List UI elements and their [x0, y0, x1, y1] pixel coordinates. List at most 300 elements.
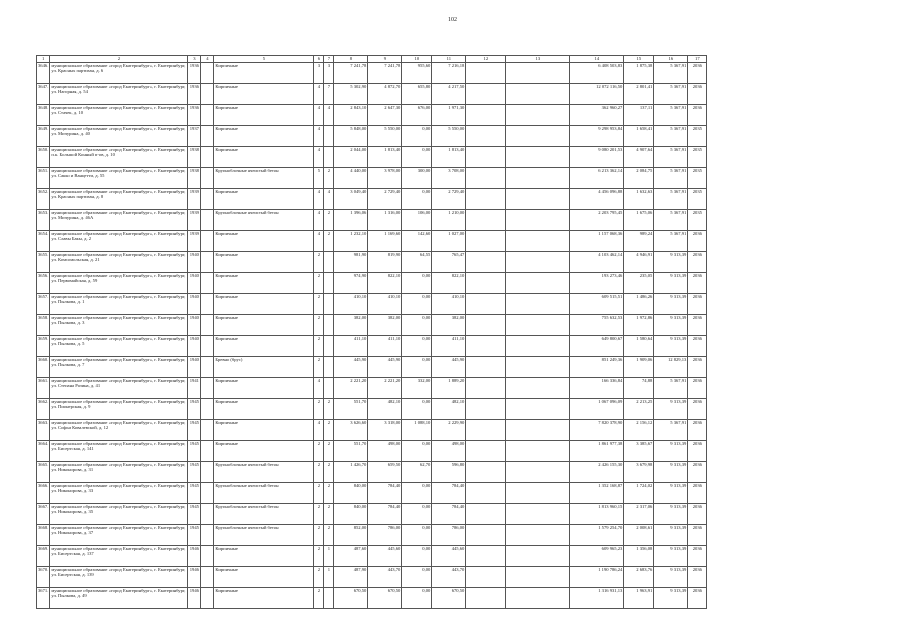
table-cell: 2036 — [688, 105, 707, 126]
table-cell: 3665. — [37, 462, 50, 483]
table-cell: 3671. — [37, 588, 50, 609]
table-cell: 443,70 — [368, 567, 402, 588]
table-cell: 9 313,39 — [654, 504, 688, 525]
address-cell: муниципальное образование «город Екатеринбург», г. Екатеринбург, ул. Нагорная, д. 54 — [50, 84, 188, 105]
address-cell: муниципальное образование «город Екатеринбург», г. Екатеринбург, ул. Бисертская, д. 141 — [50, 441, 188, 462]
table-cell: 9 298 953,84 — [570, 126, 624, 147]
table-cell: 445,90 — [334, 357, 368, 378]
table-row — [37, 105, 707, 126]
table-cell: 670,50 — [334, 588, 368, 609]
table-cell — [506, 525, 570, 546]
table-cell — [324, 588, 334, 609]
table-cell: 1936 — [188, 105, 201, 126]
address-cell: муниципальное образование «город Екатеринбург», г. Екатеринбург, ул. Никонорова, д. 35 — [50, 504, 188, 525]
table-cell: Крупноблочные ячеистый бетон — [214, 462, 314, 483]
table-cell — [506, 63, 570, 84]
table-row — [37, 336, 707, 357]
table-row — [37, 483, 707, 504]
table-cell: 2036 — [688, 357, 707, 378]
table-cell: 3661. — [37, 378, 50, 399]
table-cell: 1945 — [188, 462, 201, 483]
table-cell: 64,55 — [402, 252, 432, 273]
table-cell: 786,00 — [368, 525, 402, 546]
column-header: 16 — [654, 56, 688, 63]
table-cell: 4 — [314, 420, 324, 441]
table-cell: 5 367,91 — [654, 168, 688, 189]
address-cell: муниципальное образование «город Екатеринбург», г. Екатеринбург, ул. Славы Бакы, д. 2 — [50, 231, 188, 252]
table-cell: 382,00 — [368, 315, 402, 336]
table-cell: 106,00 — [402, 210, 432, 231]
address-cell: муниципальное образование «город Екатеринбург», г. Екатеринбург, ул. Пылкова, д. 7 — [50, 357, 188, 378]
table-cell: 2 221,20 — [334, 378, 368, 399]
table-cell: 974,90 — [334, 273, 368, 294]
table-cell: 765,47 — [432, 252, 466, 273]
table-cell: 2 — [314, 336, 324, 357]
address-cell: муниципальное образование «город Екатеринбург», г. Екатеринбург, ул. Первомайская, д. 59 — [50, 273, 188, 294]
table-cell — [466, 567, 506, 588]
table-cell — [201, 525, 214, 546]
table-cell: 2 — [314, 546, 324, 567]
address-cell: муниципальное образование «город Екатеринбург», г. Екатеринбург, ул. Стачек, д. 10 — [50, 105, 188, 126]
table-cell: 2 203 795,45 — [570, 210, 624, 231]
table-cell: 1 — [324, 546, 334, 567]
table-cell: Кирпичные — [214, 294, 314, 315]
table-cell: 1 580,64 — [624, 336, 654, 357]
table-cell: 5 367,91 — [654, 147, 688, 168]
table-cell: Кирпичные — [214, 588, 314, 609]
table-row — [37, 189, 707, 210]
table-cell: 5 367,91 — [654, 378, 688, 399]
address-cell: муниципальное образование «город Екатеринбург», г. Екатеринбург, ул. Комсомольская, д. 21 — [50, 252, 188, 273]
table-cell: 1945 — [188, 504, 201, 525]
table-cell — [506, 84, 570, 105]
table-cell — [466, 210, 506, 231]
table-cell: 2036 — [688, 63, 707, 84]
table-cell — [506, 567, 570, 588]
column-header: 3 — [188, 56, 201, 63]
table-cell: Крупноблочные ячеистый бетон — [214, 483, 314, 504]
table-cell — [466, 420, 506, 441]
table-row — [37, 315, 707, 336]
table-cell: 1 875,38 — [624, 63, 654, 84]
table-cell: 2 084,75 — [624, 168, 654, 189]
table-cell — [466, 147, 506, 168]
table-cell: 4 872,70 — [368, 84, 402, 105]
table-cell: 1 316 931,13 — [570, 588, 624, 609]
address-cell: муниципальное образование «город Екатеринбург», г. Екатеринбург, ул. Степана Разина, д. 41 — [50, 378, 188, 399]
table-cell — [201, 189, 214, 210]
table-cell: 445,60 — [432, 546, 466, 567]
table-cell: 1945 — [188, 399, 201, 420]
table-cell — [201, 441, 214, 462]
table-cell — [466, 168, 506, 189]
address-cell: муниципальное образование «город Екатеринбург», г. Екатеринбург, ул. Пылкова, д. 3 — [50, 315, 188, 336]
table-cell: 3646. — [37, 63, 50, 84]
table-cell: 2 — [314, 315, 324, 336]
table-cell: 989,24 — [624, 231, 654, 252]
table-cell — [324, 378, 334, 399]
table-cell: Кирпичные — [214, 441, 314, 462]
table-cell: 62,70 — [402, 462, 432, 483]
table-cell: 445,90 — [432, 357, 466, 378]
table-row — [37, 462, 707, 483]
table-cell: 5 367,91 — [654, 63, 688, 84]
column-header: 9 — [368, 56, 402, 63]
table-cell: 1945 — [188, 525, 201, 546]
table-cell: 4 — [314, 378, 324, 399]
table-cell: 0,00 — [402, 126, 432, 147]
table-cell — [324, 126, 334, 147]
table-cell: Кирпичные — [214, 336, 314, 357]
table-cell: 411,10 — [368, 336, 402, 357]
table-cell: 2 044,00 — [334, 147, 368, 168]
table-cell: 9 313,39 — [654, 315, 688, 336]
table-cell: 0,00 — [402, 546, 432, 567]
column-header: 17 — [688, 56, 707, 63]
table-cell: 0,00 — [402, 525, 432, 546]
table-cell: 2036 — [688, 294, 707, 315]
column-header: 10 — [402, 56, 432, 63]
table-cell: 2 213,25 — [624, 399, 654, 420]
table-cell: 498,00 — [432, 441, 466, 462]
table-cell: 3648. — [37, 105, 50, 126]
table-cell: 3 626,60 — [334, 420, 368, 441]
table-cell: 1 232,10 — [334, 231, 368, 252]
table-cell: 655,80 — [402, 84, 432, 105]
table-cell: 1 396,06 — [334, 210, 368, 231]
table-cell: 3668. — [37, 525, 50, 546]
table-cell: 4 — [324, 189, 334, 210]
table-cell — [506, 399, 570, 420]
table-cell: 2 729,40 — [432, 189, 466, 210]
address-cell: муниципальное образование «город Екатеринбург», г. Екатеринбург, ул. Софьи Ковалевской, д. 12 — [50, 420, 188, 441]
table-row — [37, 126, 707, 147]
table-cell: 3 049,40 — [334, 189, 368, 210]
address-cell: муниципальное образование «город Екатеринбург», г. Екатеринбург, ул. Пылкова, д. 5 — [50, 336, 188, 357]
table-cell — [506, 357, 570, 378]
table-cell: 487,60 — [334, 546, 368, 567]
table-cell: 0,00 — [402, 147, 432, 168]
column-header: 1 — [37, 56, 50, 63]
table-row — [37, 399, 707, 420]
table-cell — [324, 357, 334, 378]
table-cell: 410,10 — [432, 294, 466, 315]
table-cell: 2035 — [688, 126, 707, 147]
column-header: 4 — [201, 56, 214, 63]
table-cell: 2036 — [688, 567, 707, 588]
table-cell: 4 946,91 — [624, 252, 654, 273]
table-cell: 2 — [314, 504, 324, 525]
table-cell: 0,00 — [402, 504, 432, 525]
column-header: 12 — [466, 56, 506, 63]
table-row — [37, 252, 707, 273]
table-cell: 1939 — [188, 231, 201, 252]
table-cell: 2 — [324, 462, 334, 483]
table-cell: 1 067 096,09 — [570, 399, 624, 420]
table-cell: 981,90 — [334, 252, 368, 273]
table-cell: Кирпичные — [214, 231, 314, 252]
table-cell: 2 — [314, 588, 324, 609]
table-cell — [324, 252, 334, 273]
table-cell — [201, 462, 214, 483]
table-cell — [506, 273, 570, 294]
table-cell: Кирпичные — [214, 252, 314, 273]
table-cell — [506, 483, 570, 504]
table-cell: 755 632,53 — [570, 315, 624, 336]
table-cell — [201, 420, 214, 441]
table-cell — [201, 315, 214, 336]
table-cell: 0,00 — [402, 357, 432, 378]
table-cell: 9 313,39 — [654, 567, 688, 588]
address-cell: муниципальное образование «город Екатеринбург», г. Екатеринбург, ул. Никонорова, д. 33 — [50, 483, 188, 504]
table-cell: 1 157 068,36 — [570, 231, 624, 252]
table-cell: 2 — [314, 294, 324, 315]
housing-register-table — [36, 55, 707, 609]
table-cell — [506, 420, 570, 441]
table-cell: 1940 — [188, 357, 201, 378]
table-cell: Кирпичные — [214, 567, 314, 588]
table-cell: 2036 — [688, 441, 707, 462]
table-cell: 1 889,20 — [432, 378, 466, 399]
table-row — [37, 441, 707, 462]
table-cell: 3650. — [37, 147, 50, 168]
table-cell: Кирпичные — [214, 399, 314, 420]
table-cell: 1 909,06 — [624, 357, 654, 378]
table-cell: 2036 — [688, 483, 707, 504]
table-cell — [466, 231, 506, 252]
table-cell: 2035 — [688, 210, 707, 231]
table-cell — [201, 273, 214, 294]
table-cell: 2 — [324, 231, 334, 252]
table-cell: 784,40 — [368, 483, 402, 504]
address-cell: муниципальное образование «город Екатеринбург», г. Екатеринбург, ул. Пылкова, д. 1 — [50, 294, 188, 315]
table-cell — [201, 231, 214, 252]
table-cell: Кирпичные — [214, 126, 314, 147]
column-header: 7 — [324, 56, 334, 63]
table-cell: Кирпичные — [214, 546, 314, 567]
column-number-row — [37, 56, 707, 63]
table-cell: 1 632,63 — [624, 189, 654, 210]
table-cell: 3662. — [37, 399, 50, 420]
table-cell: 1939 — [188, 210, 201, 231]
table-cell: 443,70 — [432, 567, 466, 588]
table-cell: 2 — [314, 273, 324, 294]
table-cell — [324, 336, 334, 357]
table-cell: 482,10 — [432, 399, 466, 420]
table-body — [37, 63, 707, 609]
table-cell: 3651. — [37, 168, 50, 189]
table-cell: 9 313,39 — [654, 483, 688, 504]
table-cell: 3 679,98 — [624, 462, 654, 483]
address-cell: муниципальное образование «город Екатеринбург», г. Екатеринбург, ул. Сакко и Ванцетти, д. 55 — [50, 168, 188, 189]
table-cell: 2036 — [688, 525, 707, 546]
table-cell — [506, 252, 570, 273]
table-row — [37, 84, 707, 105]
table-cell: 382,00 — [432, 315, 466, 336]
table-cell: 300,00 — [402, 168, 432, 189]
table-cell — [506, 336, 570, 357]
table-cell: 784,40 — [432, 504, 466, 525]
table-cell: 9 313,39 — [654, 462, 688, 483]
table-cell: 7 216,18 — [432, 63, 466, 84]
table-cell — [506, 168, 570, 189]
table-cell: 551,70 — [334, 399, 368, 420]
table-cell: Крупноблочные ячеистый бетон — [214, 504, 314, 525]
table-cell — [466, 588, 506, 609]
table-cell — [201, 357, 214, 378]
table-cell: 9 313,39 — [654, 252, 688, 273]
table-cell: 4 — [314, 126, 324, 147]
table-cell: Крупноблочные ячеистый бетон — [214, 525, 314, 546]
table-cell — [466, 504, 506, 525]
address-cell: муниципальное образование «город Екатеринбург», г. Екатеринбург, п.к. Большой Конный п-ов, д. 10 — [50, 147, 188, 168]
table-cell — [466, 357, 506, 378]
table-cell: Кирпичные — [214, 378, 314, 399]
table-cell: 5 367,91 — [654, 84, 688, 105]
page-number: 102 — [448, 17, 457, 23]
table-cell — [466, 126, 506, 147]
table-cell: 1 724,02 — [624, 483, 654, 504]
table-cell — [201, 588, 214, 609]
table-cell: Кирпичные — [214, 147, 314, 168]
table-cell: 1 658,41 — [624, 126, 654, 147]
table-row — [37, 147, 707, 168]
address-cell: муниципальное образование «город Екатеринбург», г. Екатеринбург, ул. Никонорова, д. 37 — [50, 525, 188, 546]
table-cell — [201, 84, 214, 105]
table-cell: 2 — [324, 420, 334, 441]
address-cell: муниципальное образование «город Екатеринбург», г. Екатеринбург, ул. Никонорова, д. 31 — [50, 462, 188, 483]
table-cell: 670,50 — [368, 588, 402, 609]
table-cell: 410,10 — [368, 294, 402, 315]
table-cell: 1936 — [188, 63, 201, 84]
table-cell — [466, 525, 506, 546]
table-cell: 4 440,00 — [334, 168, 368, 189]
table-cell: 5 550,00 — [368, 126, 402, 147]
table-cell: 2 — [314, 525, 324, 546]
table-cell — [466, 546, 506, 567]
table-cell: 0,00 — [402, 315, 432, 336]
address-cell: муниципальное образование «город Екатеринбург», г. Екатеринбург, ул. Пионерская, д. 9 — [50, 399, 188, 420]
table-cell: 1 813 960,15 — [570, 504, 624, 525]
table-cell: 2 221,20 — [368, 378, 402, 399]
table-cell: 411,10 — [334, 336, 368, 357]
table-cell: 9 313,39 — [654, 441, 688, 462]
table-cell — [466, 273, 506, 294]
table-cell: 2 — [314, 462, 324, 483]
table-cell: 7 241,78 — [368, 63, 402, 84]
table-cell: 1 861 977,38 — [570, 441, 624, 462]
table-cell: 1940 — [188, 315, 201, 336]
table-cell — [201, 63, 214, 84]
table-cell — [201, 105, 214, 126]
table-cell: 5 848,00 — [334, 126, 368, 147]
table-cell: 2 156,12 — [624, 420, 654, 441]
table-cell: 3 978,00 — [368, 168, 402, 189]
column-header: 6 — [314, 56, 324, 63]
table-row — [37, 210, 707, 231]
table-cell: 9 313,39 — [654, 588, 688, 609]
table-cell: 12 829,13 — [654, 357, 688, 378]
table-cell: 2 — [314, 399, 324, 420]
table-cell: Кирпичные — [214, 315, 314, 336]
table-cell: 0,00 — [402, 294, 432, 315]
table-cell: 822,10 — [368, 273, 402, 294]
table-cell: 2036 — [688, 588, 707, 609]
table-cell — [466, 252, 506, 273]
table-cell: 445,60 — [368, 546, 402, 567]
table-cell: 3658. — [37, 315, 50, 336]
table-cell — [506, 504, 570, 525]
table-cell — [201, 126, 214, 147]
table-cell: Кирпичные — [214, 105, 314, 126]
table-row — [37, 294, 707, 315]
table-row — [37, 420, 707, 441]
table-cell: 137,11 — [624, 105, 654, 126]
table-cell: 1946 — [188, 567, 201, 588]
table-cell — [506, 546, 570, 567]
table-cell: 786,00 — [432, 525, 466, 546]
column-header: 13 — [506, 56, 570, 63]
column-header: 8 — [334, 56, 368, 63]
table-cell: 9 313,39 — [654, 273, 688, 294]
table-cell: 5 367,91 — [654, 189, 688, 210]
table-cell: 2 843,10 — [334, 105, 368, 126]
table-cell — [466, 483, 506, 504]
table-cell: 1 675,06 — [624, 210, 654, 231]
table-cell: 2 729,40 — [368, 189, 402, 210]
table-cell: 1 210,00 — [432, 210, 466, 231]
table-cell — [466, 462, 506, 483]
table-cell — [506, 189, 570, 210]
table-cell: 3666. — [37, 483, 50, 504]
table-cell: 2 — [324, 210, 334, 231]
table-row — [37, 567, 707, 588]
table-cell: 498,00 — [368, 441, 402, 462]
table-cell: 1938 — [188, 147, 201, 168]
table-row — [37, 168, 707, 189]
table-cell: 5 367,91 — [654, 105, 688, 126]
table-cell: 74,88 — [624, 378, 654, 399]
table-cell: 670,50 — [432, 588, 466, 609]
table-cell: 1 813,40 — [368, 147, 402, 168]
table-cell — [466, 336, 506, 357]
table-cell: 5 367,91 — [654, 420, 688, 441]
table-cell: 3663. — [37, 420, 50, 441]
table-cell — [324, 294, 334, 315]
table-cell: 1941 — [188, 378, 201, 399]
table-cell: 2036 — [688, 420, 707, 441]
table-cell: 2 426 155,30 — [570, 462, 624, 483]
table-cell: 4 — [324, 105, 334, 126]
table-cell: 1936 — [188, 84, 201, 105]
table-cell: 2036 — [688, 273, 707, 294]
table-cell: 1 352 168,87 — [570, 483, 624, 504]
table-row — [37, 588, 707, 609]
table-cell: 166 336,84 — [570, 378, 624, 399]
table-cell — [201, 147, 214, 168]
table-cell: 4 103 462,14 — [570, 252, 624, 273]
table-cell: 2036 — [688, 252, 707, 273]
table-cell: 3657. — [37, 294, 50, 315]
table-cell: 2 — [324, 441, 334, 462]
table-cell — [201, 567, 214, 588]
table-cell: 2 683,76 — [624, 567, 654, 588]
table-cell: Кирпичные — [214, 189, 314, 210]
table-cell: 659,50 — [368, 462, 402, 483]
table-row — [37, 273, 707, 294]
table-cell: 2 — [324, 525, 334, 546]
table-cell: 4 — [314, 84, 324, 105]
